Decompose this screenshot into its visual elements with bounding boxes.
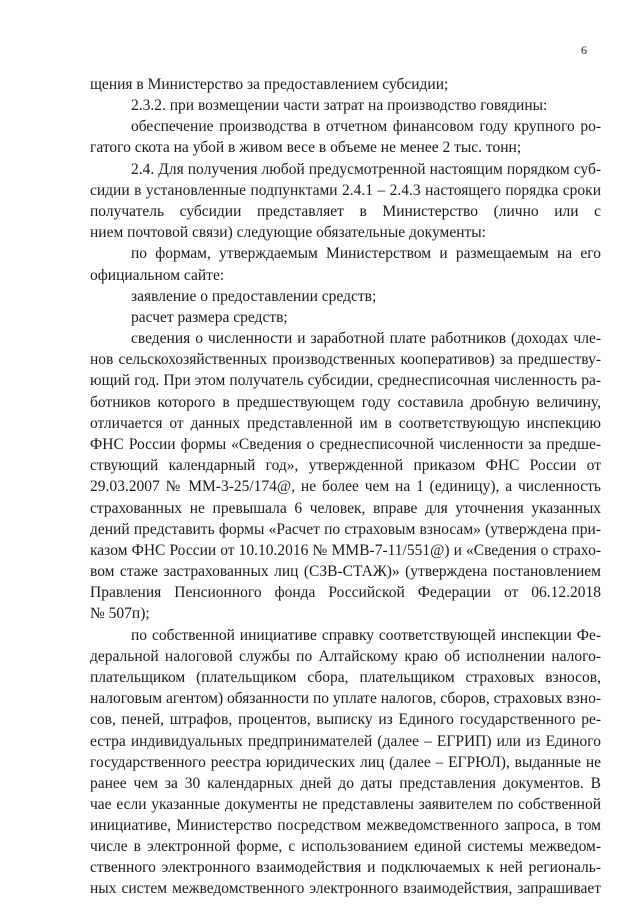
text-line: № 507п);: [90, 605, 150, 622]
text-line: гатого скота на убой в живом весе в объеме не менее 2 тыс. тонн;: [90, 139, 522, 156]
text-line: ботников которого в предшествующем году составила дробную величину,: [90, 394, 601, 411]
text-line: 29.03.2007 № ММ-3-25/174@, не более чем на 1 (единицу), а численность: [90, 478, 601, 495]
text-line: инициативе, Министерство посредством межведомственного запроса, в том: [90, 817, 601, 834]
text-line: Правления Пенсионного фонда Российской Федерации от 06.12.2018: [90, 584, 601, 601]
page-number: 6: [581, 43, 587, 57]
text-line: государственного реестра юридических лиц (далее – ЕГРЮЛ), выданные не: [90, 754, 601, 771]
text-line: заявление о предоставлении средств;: [131, 288, 377, 305]
text-line: 2.4. Для получения любой предусмотренной настоящим порядком суб-: [131, 161, 601, 178]
text-line: ных систем межведомственного электронного взаимодействия, запрашивает: [90, 880, 601, 897]
text-line: плательщиком (плательщиком сбора, плательщиком страховых взносов,: [90, 669, 601, 686]
text-line: сведения о численности и заработной плате работников (доходах чле-: [131, 330, 601, 347]
text-line: расчет размера средств;: [131, 309, 288, 326]
text-line: щения в Министерство за предоставлением субсидии;: [90, 76, 449, 93]
text-line: ющий год. При этом получатель субсидии, среднесписочная численность ра-: [90, 372, 601, 389]
text-line: по собственной инициативе справку соответствующей инспекции Фе-: [131, 627, 601, 644]
text-line: нием почтовой связи) следующие обязательные документы:: [90, 224, 486, 241]
text-line: естра индивидуальных предпринимателей (далее – ЕГРИП) или из Единого: [90, 733, 601, 750]
text-line: вом стаже застрахованных лиц (СЗВ-СТАЖ)» (утверждена постановлением: [90, 563, 601, 580]
text-line: ственного электронного взаимодействия и подключаемых к ней региональ-: [90, 859, 601, 876]
text-line: нов сельскохозяйственных производственных кооперативов) за предшеству-: [90, 351, 601, 368]
text-line: страхованных не превышала 6 человек, вправе для уточнения указанных: [90, 500, 601, 517]
text-line: обеспечение производства в отчетном финансовом году крупного ро-: [131, 118, 601, 135]
text-line: ранее чем за 30 календарных дней до даты представления документов. В: [90, 775, 601, 792]
text-line: отличается от данных представленной им в соответствующую инспекцию: [90, 415, 601, 432]
text-line: 2.3.2. при возмещении части затрат на производство говядины:: [131, 97, 548, 114]
text-line: по формам, утверждаемым Министерством и размещаемым на его: [131, 245, 601, 262]
text-line: сов, пеней, штрафов, процентов, выписку из Единого государственного ре-: [90, 711, 601, 728]
text-line: ствующий календарный год», утвержденной приказом ФНС России от: [90, 457, 601, 474]
text-line: сидии в установленные подпунктами 2.4.1 – 2.4.3 настоящего порядка сроки: [90, 182, 601, 199]
text-line: чае если указанные документы не представлены заявителем по собственной: [90, 796, 601, 813]
text-line: ФНС России формы «Сведения о среднесписочной численности за предше-: [90, 436, 601, 453]
text-line: казом ФНС России от 10.10.2016 № ММВ-7-11/551@) и «Сведения о страхо-: [90, 542, 601, 559]
text-line: деральной налоговой службы по Алтайскому краю об исполнении налого-: [90, 648, 601, 665]
text-line: получатель субсидии представляет в Министерство (лично или с: [90, 203, 601, 220]
text-line: официальном сайте:: [90, 267, 225, 284]
text-line: дений представить формы «Расчет по страховым взносам» (утверждена при-: [90, 521, 601, 538]
text-line: числе в электронной форме, с использованием единой системы межведом-: [90, 838, 601, 855]
text-line: налоговым агентом) обязанности по уплате налогов, сборов, страховых взно-: [90, 690, 601, 707]
